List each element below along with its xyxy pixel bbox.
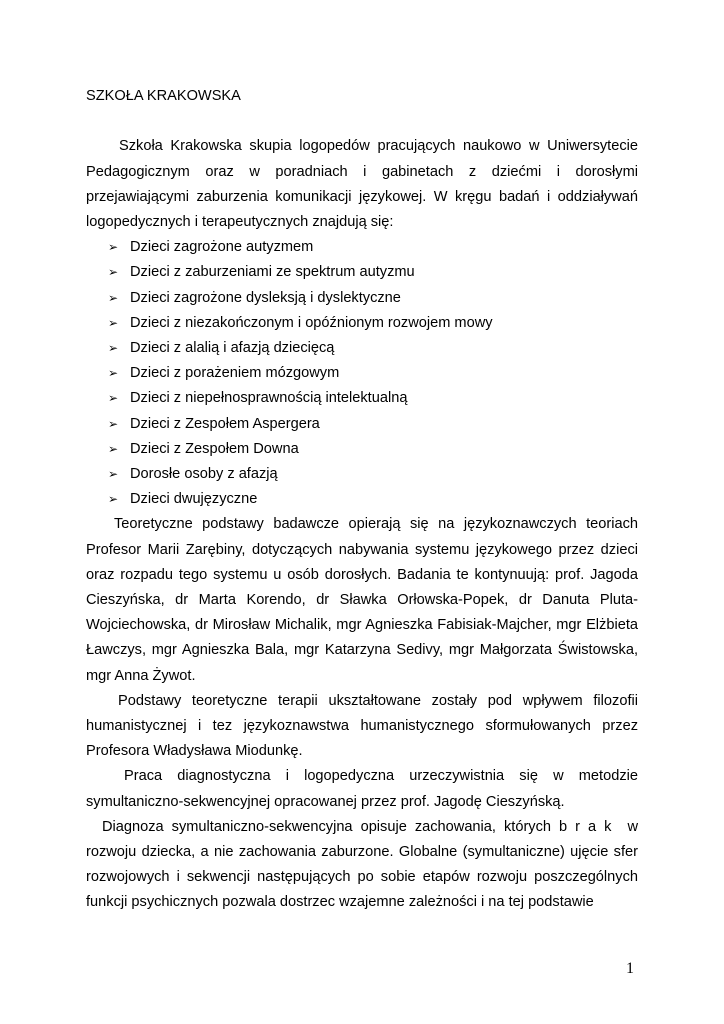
list-item-text: Dzieci z Zespołem Downa [130,440,299,457]
list-item-text: Dorosłe osoby z afazją [130,466,278,483]
list-item-text: Dzieci z niepełnosprawnością intelektualną [130,390,408,407]
list-item [108,462,638,487]
list-item [108,412,638,437]
list-item-text: Dzieci z Zespołem Aspergera [130,415,320,432]
arrowhead-bullet-icon: ➢ [108,290,119,305]
document-title: SZKOŁA KRAKOWSKA [86,88,241,104]
diagnosis-spaced-word: brak [559,818,620,835]
arrowhead-bullet-icon: ➢ [108,366,119,381]
list-item-text: Dzieci z zaburzeniami ze spektrum autyzmu [130,264,415,281]
list-item [108,437,638,462]
list-item-text: Dzieci z niezakończonym i opóźnionym rozwojem mowy [130,314,493,331]
arrowhead-bullet-icon: ➢ [108,341,119,356]
target-groups-list [86,235,638,512]
list-item [108,260,638,285]
arrowhead-bullet-icon: ➢ [108,315,119,330]
list-item [108,336,638,361]
list-item [108,286,638,311]
arrowhead-bullet-icon: ➢ [108,416,119,431]
practice-paragraph: Praca diagnostyczna i logopedyczna urzeczywistnia się w metodzie symultaniczno-sekwencyjnej opracowanej przez prof. Jagodę Cieszyńską. [86,768,638,810]
list-item-text: Dzieci z alalią i afazją dziecięcą [130,340,335,357]
list-item [108,386,638,411]
theory-paragraph: Teoretyczne podstawy badawcze opierają się na językoznawczych teoriach Profesor Marii Zarębiny, dotyczących nabywania systemu językowego przez dzieci oraz rozpadu tego systemu u osób dorosłych. Badania te kontynuują: prof. Jagoda Cieszyńska, dr Marta Korendo, dr Sławka Orłowska-Popek, dr Danuta Pluta-Wojciechowska, dr Mirosław Michalik, mgr Agnieszka Fabisiak-Majcher, mgr Elżbieta Ławczys, mgr Agnieszka Bala, mgr Katarzyna Sedivy, mgr Małgorzata Świstowska, mgr Anna Żywot. [86,516,638,684]
intro-paragraph: Szkoła Krakowska skupia logopedów pracujących naukowo w Uniwersytecie Pedagogicznym oraz w poradniach i gabinetach z dziećmi i dorosłymi przejawiającymi zaburzenia komunikacji językowej. W kręgu badań i oddziaływań logopedycznych i terapeutycznych znajdują się: [86,138,638,230]
list-item [108,311,638,336]
list-item [108,235,638,260]
arrowhead-bullet-icon: ➢ [108,391,119,406]
therapy-paragraph: Podstawy teoretyczne terapii ukształtowane zostały pod wpływem filozofii humanistycznej i tez językoznawstwa humanistycznego sformułowanych przez Profesora Władysława Miodunkę. [86,692,638,760]
list-item [108,487,638,512]
list-item-text: Dzieci z porażeniem mózgowym [130,365,340,382]
arrowhead-bullet-icon: ➢ [108,240,119,255]
arrowhead-bullet-icon: ➢ [108,467,119,482]
diagnosis-text-end: w rozwoju dziecka, a nie zachowania zaburzone. Globalne (symultaniczne) ujęcie sfer rozwojowych i sekwencji następujących po sobie etapów rozwoju poszczególnych funkcji psychicznych pozwala dostrzec wzajemne zależności i na tej podstawie [86,818,638,911]
list-item-text: Dzieci zagrożone dysleksją i dyslektyczne [130,289,401,306]
list-item [108,361,638,386]
document-body [86,84,638,916]
arrowhead-bullet-icon: ➢ [108,265,119,280]
page-number: 1 [626,960,634,977]
diagnosis-text-start: Diagnoza symultaniczno-sekwencyjna opisuje zachowania, których [102,818,560,835]
arrowhead-bullet-icon: ➢ [108,492,119,507]
arrowhead-bullet-icon: ➢ [108,441,119,456]
list-item-text: Dzieci dwujęzyczne [130,491,258,508]
list-item-text: Dzieci zagrożone autyzmem [130,239,314,256]
diagnosis-paragraph [86,815,638,916]
